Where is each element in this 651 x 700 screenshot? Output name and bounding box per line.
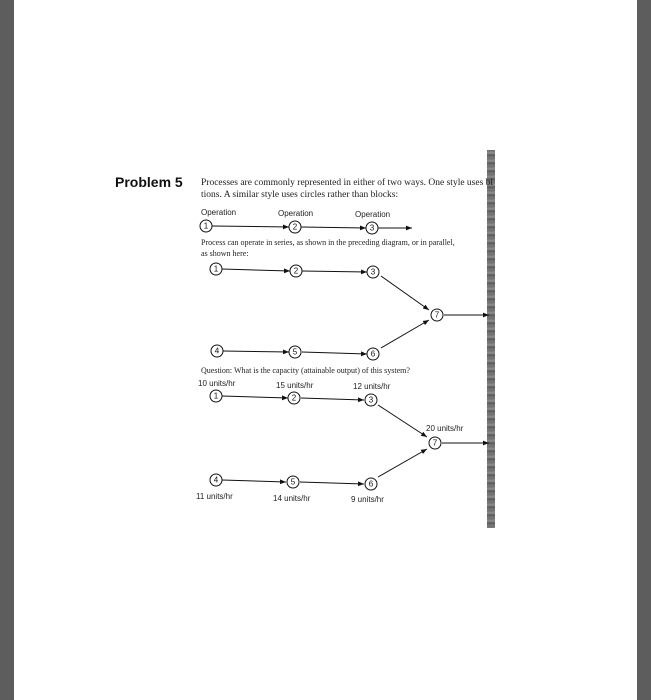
parallel-arrow-4-5 bbox=[223, 351, 289, 352]
question-text: Question: What is the capacity (attainable output) of this system? bbox=[201, 366, 410, 375]
capacity-arrow-6-7 bbox=[378, 449, 427, 477]
series-node-2-label: 2 bbox=[292, 222, 298, 232]
rate-label-op5: 14 units/hr bbox=[273, 494, 311, 503]
series-node-1-label: 1 bbox=[203, 221, 209, 231]
problem-heading: Problem 5 bbox=[115, 174, 183, 190]
parallel-node-1-label: 1 bbox=[213, 264, 219, 274]
capacity-arrow-5-6 bbox=[300, 482, 364, 484]
parallel-node-2-label: 2 bbox=[293, 266, 299, 276]
rate-label-op1: 10 units/hr bbox=[198, 379, 236, 388]
rate-label-op4: 11 units/hr bbox=[196, 492, 233, 501]
parallel-diagram bbox=[210, 263, 489, 360]
capacity-arrow-1-2 bbox=[222, 396, 288, 398]
capacity-node-2-label: 2 bbox=[291, 393, 297, 403]
capacity-diagram bbox=[210, 390, 489, 490]
capacity-node-7-label: 7 bbox=[432, 438, 438, 448]
capacity-node-3-label: 3 bbox=[368, 395, 374, 405]
series-text-line-2: as shown here: bbox=[201, 249, 249, 258]
series-arrow-2-3 bbox=[301, 227, 366, 228]
rate-label-op7: 20 units/hr bbox=[426, 424, 464, 433]
capacity-node-1-label: 1 bbox=[213, 391, 219, 401]
parallel-node-7-label: 7 bbox=[434, 310, 440, 320]
series-operation-label-2: Operation bbox=[278, 209, 314, 218]
capacity-arrow-3-7 bbox=[378, 405, 427, 437]
parallel-arrow-3-7 bbox=[381, 276, 429, 310]
parallel-node-5-label: 5 bbox=[292, 347, 298, 357]
intro-text-line-2: tions. A similar style uses circles rather than blocks: bbox=[201, 190, 399, 200]
parallel-arrow-2-3 bbox=[302, 271, 367, 272]
capacity-node-5-label: 5 bbox=[290, 477, 296, 487]
series-arrow-1-2 bbox=[212, 226, 289, 227]
parallel-node-6-label: 6 bbox=[370, 349, 376, 359]
parallel-arrow-1-2 bbox=[222, 269, 290, 271]
capacity-arrow-4-5 bbox=[222, 480, 286, 482]
series-text-line-1: Process can operate in series, as shown in the preceding diagram, or in parallel, bbox=[201, 238, 455, 247]
rate-label-op6: 9 units/hr bbox=[351, 495, 384, 504]
rate-label-op2: 15 units/hr bbox=[276, 381, 314, 390]
series-operation-label-1: Operation bbox=[201, 208, 237, 217]
capacity-arrow-2-3 bbox=[301, 398, 364, 400]
capacity-node-4-label: 4 bbox=[213, 475, 219, 485]
series-diagram bbox=[200, 220, 412, 234]
parallel-arrow-5-6 bbox=[302, 352, 367, 354]
intro-text-line-1: Processes are commonly represented in either of two ways. One style uses bl bbox=[201, 178, 494, 188]
series-operation-label-3: Operation bbox=[355, 210, 391, 219]
parallel-arrow-6-7 bbox=[381, 320, 429, 348]
rate-label-op3: 12 units/hr bbox=[353, 382, 391, 391]
parallel-node-4-label: 4 bbox=[214, 346, 220, 356]
series-node-3-label: 3 bbox=[369, 223, 375, 233]
capacity-node-6-label: 6 bbox=[368, 479, 374, 489]
parallel-node-3-label: 3 bbox=[370, 267, 376, 277]
